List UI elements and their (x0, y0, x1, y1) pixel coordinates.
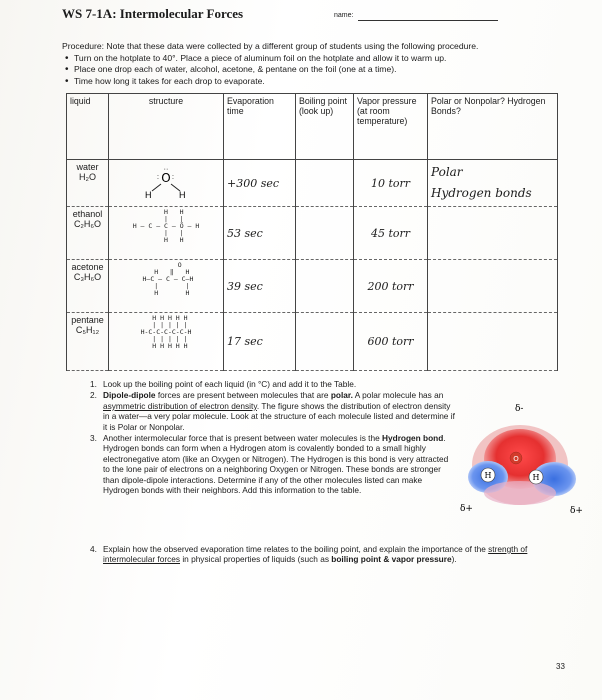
delta-minus-label: δ- (515, 404, 524, 414)
name-blank-line (358, 20, 498, 21)
water-electron-density-figure (458, 395, 588, 535)
liquid-cell: acetone C₃H₆O (67, 260, 109, 313)
procedure-steps (62, 53, 542, 88)
svg-text:H: H (179, 190, 186, 200)
header-boiling: Boiling point (look up) (296, 94, 354, 160)
liquid-cell: water H₂O (67, 160, 109, 207)
svg-text:··: ·· (163, 166, 169, 173)
bp-cell[interactable] (296, 313, 354, 371)
table-row (67, 260, 558, 313)
structure-water (109, 160, 224, 207)
vp-cell: 10 torr (354, 160, 428, 207)
vp-cell: 200 torr (354, 260, 428, 313)
bp-cell[interactable] (296, 207, 354, 260)
svg-text:O: O (161, 171, 171, 185)
worksheet-title: WS 7-1A: Intermolecular Forces (62, 6, 244, 21)
oxygen-atom-label: O (513, 455, 519, 463)
svg-text::: : (172, 174, 174, 181)
header-structure: structure (109, 94, 224, 160)
table-row (67, 313, 558, 371)
polar-cell[interactable] (428, 313, 558, 371)
hydrogen-atom-label: H (532, 473, 540, 482)
polar-cell[interactable]: Polar Hydrogen bonds (428, 160, 558, 207)
question-4: 4. Explain how the observed evaporation time relates to the boiling point, and explain the importance of the strength of intermolecular forces in physical properties of liquids (such as boiling point & vapor pressure). (90, 544, 528, 565)
data-table (66, 93, 558, 371)
structure-ethanol: H H | | H — C — C — Ö — H | | H H (109, 207, 224, 260)
evap-cell: 53 sec (224, 207, 296, 260)
polar-cell[interactable] (428, 260, 558, 313)
question-3: 3. Another intermolecular force that is present between water molecules is the Hydrogen bond. Hydrogen bonds can form when a Hydrogen atom is covalently bonded to a small highly electronegative atom (like an Oxygen or Nitrogen). The Hydrogen is this bond is very attracted to the lone pair of electrons on a neighboring Oxygen or Nitrogen. These bonds are stronger than dipole-dipole interactions. Determine if any of the other molecules listed can make Hydrogen bonds with their neighbors. Add this information to the table. (90, 433, 449, 496)
procedure-step: • Time how long it takes for each drop to evaporate. (74, 76, 542, 88)
polar-cell[interactable] (428, 207, 558, 260)
liquid-cell: pentane C₅H₁₂ (67, 313, 109, 371)
vp-cell: 45 torr (354, 207, 428, 260)
water-structure-diagram (112, 162, 220, 202)
liquid-cell: ethanol C₂H₆O (67, 207, 109, 260)
delta-plus-label: δ+ (570, 506, 583, 516)
procedure-step: • Turn on the hotplate to 40°. Place a piece of aluminum foil on the hotplate and allow it to warm up. (74, 53, 542, 65)
header-polar: Polar or Nonpolar? Hydrogen Bonds? (428, 94, 558, 160)
svg-text:H: H (145, 190, 152, 200)
structure-acetone: O H ‖ H H—C — C — C—H | | H H (109, 260, 224, 313)
structure-pentane: H H H H H | | | | | H-C-C-C-C-C-H | | | | | H H H H H (109, 313, 224, 371)
page-number: 33 (556, 662, 565, 671)
question-1: 1. Look up the boiling point of each liquid (in °C) and add it to the Table. (90, 379, 357, 389)
evap-cell: 17 sec (224, 313, 296, 371)
header-vapor: Vapor pressure (at room temperature) (354, 94, 428, 160)
table-row (67, 207, 558, 260)
questions-list (90, 379, 455, 496)
bp-cell[interactable] (296, 160, 354, 207)
delta-plus-label: δ+ (460, 504, 473, 514)
evap-cell: +300 sec (224, 160, 296, 207)
procedure-intro: Procedure: Note that these data were collected by a different group of students using the following procedure. (62, 41, 479, 51)
svg-text::: : (157, 174, 159, 181)
header-liquid: liquid (67, 94, 109, 160)
question-2: 2. Dipole-dipole forces are present between molecules that are polar. A polar molecule has an asymmetric distribution of electron density. The figure shows the distribution of electron density in a water—a very polar molecule. Look at the structure of each molecule listed and determine if it is Polar or Nonpolar. (90, 390, 455, 432)
vp-cell: 600 torr (354, 313, 428, 371)
table-row (67, 160, 558, 207)
bp-cell[interactable] (296, 260, 354, 313)
header-evaporation: Evaporation time (224, 94, 296, 160)
procedure-step: • Place one drop each of water, alcohol, acetone, & pentane on the foil (one at a time). (74, 64, 542, 76)
hydrogen-atom-label: H (484, 471, 492, 480)
evap-cell: 39 sec (224, 260, 296, 313)
name-label: name: (334, 12, 354, 19)
procedure-section (62, 41, 542, 87)
